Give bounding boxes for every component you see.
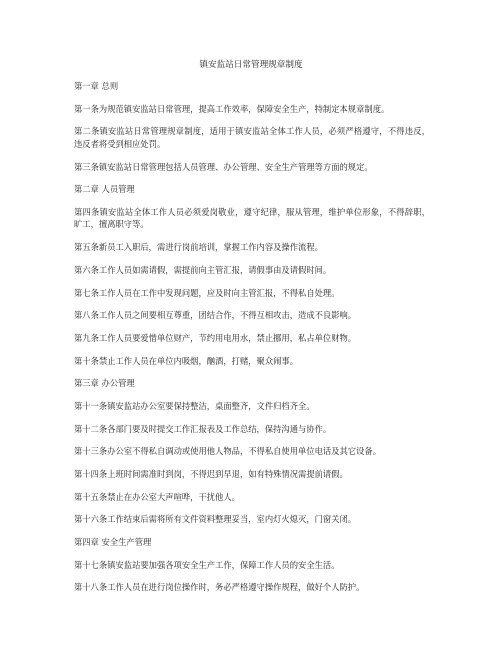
chapter-heading: 第一章 总则 — [74, 81, 119, 91]
chapter-heading: 第四章 安全生产管理 — [74, 537, 152, 548]
article-paragraph: 第八条工作人员之间要相互尊重，团结合作，不得互相攻击，造成不良影响。 — [74, 310, 357, 321]
chapter-heading: 第二章 人员管理 — [74, 184, 135, 195]
article-paragraph: 第十三条办公室不得私自调动或使用他人物品，不得私自使用单位电话及其它设备。 — [74, 446, 381, 457]
article-paragraph: 第七条工作人员在工作中发现问题，应及时向主管汇报，不得私自处理。 — [74, 287, 340, 298]
article-paragraph: 第五条新员工入职后，需进行岗前培训，掌握工作内容及操作流程。 — [74, 242, 323, 253]
article-paragraph: 第六条工作人员如需请假，需提前向主管汇报，请假事由及请假时间。 — [74, 264, 332, 275]
article-paragraph: 第十八条工作人员在进行岗位操作时，务必严格遵守操作规程，做好个人防护。 — [74, 582, 365, 593]
article-paragraph: 第四条镇安监站全体工作人员必须爱岗敬业，遵守纪律，服从管理，维护单位形象，不得辞职，旷工，擅离职守等。 — [74, 206, 430, 230]
article-paragraph: 第十二条各部门要及时提交工作汇报表及工作总结，保持沟通与协作。 — [74, 423, 332, 434]
article-paragraph: 第十条禁止工作人员在单位内吸烟，酗酒，打赌，聚众闹事。 — [74, 355, 299, 366]
article-paragraph: 第十四条上班时间需准时到岗，不得迟到早退，如有特殊情况需提前请假。 — [74, 469, 348, 479]
article-paragraph: 第十七条镇安监站要加强各项安全生产工作，保障工作人员的安全生活。 — [74, 559, 340, 570]
article-paragraph: 第十一条镇安监站办公室要保持整洁，桌面整齐，文件归档齐全。 — [74, 400, 315, 411]
document-body — [74, 80, 430, 604]
article-paragraph: 第三条镇安监站日常管理包括人员管理、办公管理、安全生产管理等方面的规定。 — [74, 161, 373, 172]
article-paragraph: 第十五条禁止在办公室大声喧哗，干扰他人。 — [74, 491, 240, 502]
article-paragraph: 第一条为规范镇安监站日常管理，提高工作效率，保障安全生产，特制定本规章制度。 — [74, 103, 390, 114]
article-paragraph: 第二条镇安监站日常管理规章制度，适用于镇安监站全体工作人员，必须严格遵守，不得违反，违反者将受到相应处罚。 — [74, 126, 430, 149]
document-title: 镇安监站日常管理规章制度 — [199, 60, 303, 70]
chapter-heading: 第三章 办公管理 — [74, 378, 135, 389]
article-paragraph: 第九条工作人员要爱惜单位财产，节约用电用水，禁止挪用，私占单位财物。 — [74, 332, 357, 343]
article-paragraph: 第十六条工作结束后需将所有文件资料整理妥当，室内灯火熄灭，门窗关闭。 — [74, 514, 357, 525]
